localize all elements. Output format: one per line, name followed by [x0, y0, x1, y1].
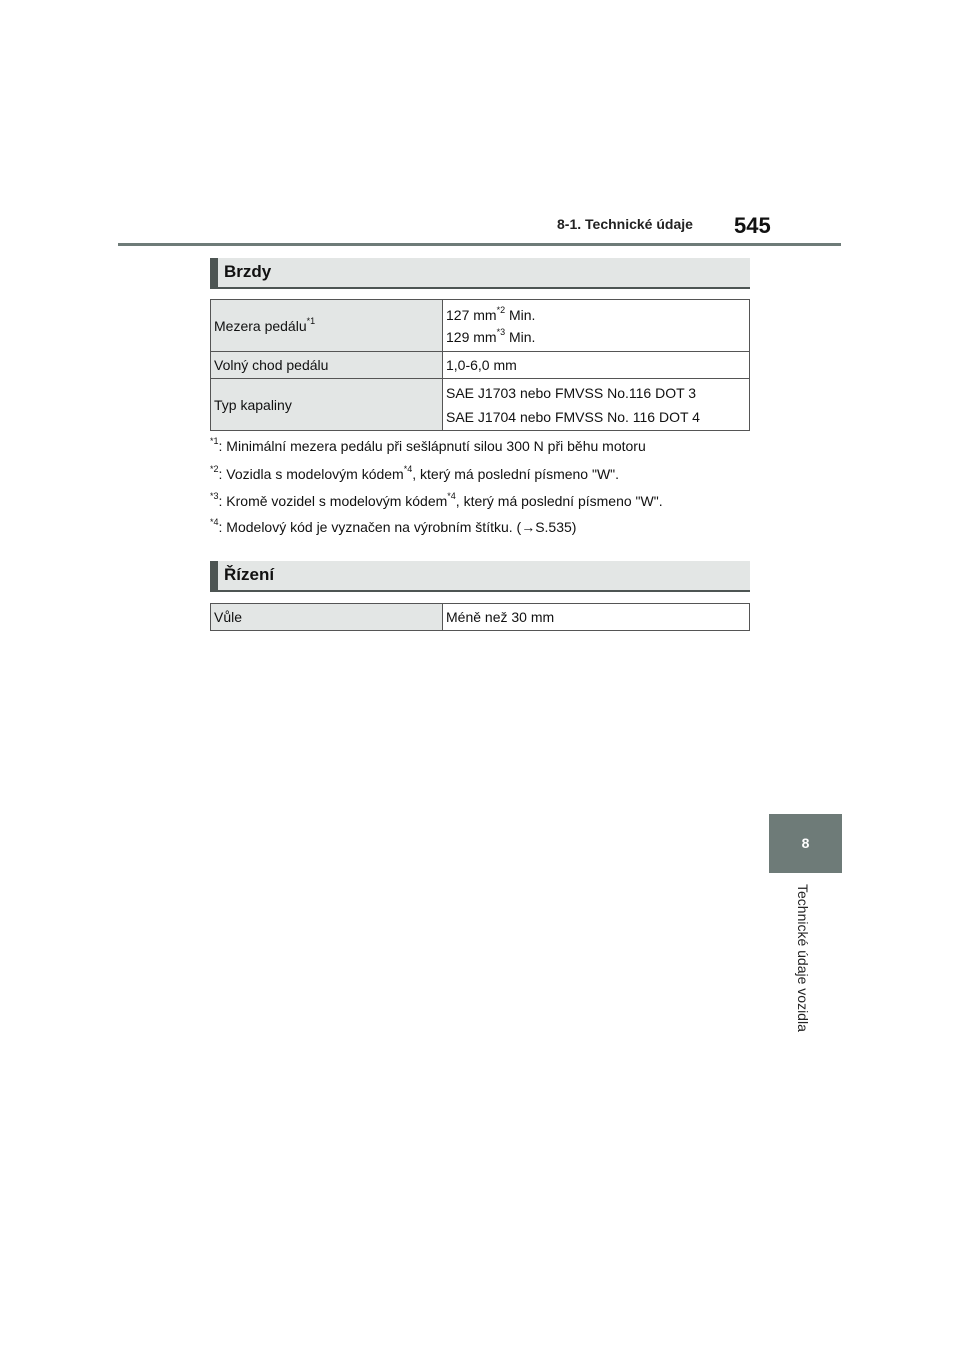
footnote-ref: *2 [496, 304, 506, 315]
footnote-text: : Kromě vozidel s modelovým kódem [218, 493, 448, 509]
steering-table [210, 603, 750, 631]
chapter-title: Technické údaje vozidla [795, 884, 811, 1032]
footnote-text: : Modelový kód je vyznačen na výrobním štítku. (→S.535) [218, 519, 577, 535]
table-value-cell: 1,0-6,0 mm [443, 352, 750, 379]
footnote [210, 438, 646, 454]
value-line [446, 304, 746, 323]
footnote-mark: *4 [210, 517, 219, 528]
table-label-cell: Volný chod pedálu [211, 352, 443, 379]
footnote [210, 493, 663, 509]
table-row [211, 379, 750, 431]
table-label-cell [211, 300, 443, 352]
value-line [446, 326, 746, 345]
page-number: 545 [734, 213, 771, 238]
value-line: SAE J1703 nebo FMVSS No.116 DOT 3 [446, 384, 697, 401]
section-heading-text: Brzdy [224, 262, 272, 281]
footnote-text: : Vozidla s modelovým kódem [218, 466, 404, 482]
header-divider [118, 243, 841, 246]
footnote-ref: *3 [496, 326, 506, 337]
table-label-cell: Vůle [211, 604, 443, 631]
section-heading-text: Řízení [224, 565, 275, 584]
section-bar [210, 258, 218, 287]
footnote-text: : Minimální mezera pedálu při sešlápnutí silou 300 N při běhu motoru [218, 438, 646, 454]
footnote [210, 466, 619, 482]
footnote-ref: *4 [447, 491, 456, 502]
chapter-tab: 8 [769, 814, 842, 873]
brakes-table [210, 299, 750, 431]
value-text: Min. [505, 306, 536, 323]
table-value-cell [443, 300, 750, 352]
footnote-text: , který má poslední písmeno "W". [412, 466, 620, 482]
table-value-cell [443, 379, 750, 431]
section-heading-steering [210, 561, 750, 592]
footnote-ref: *4 [403, 464, 413, 475]
table-label-cell: Typ kapaliny [211, 379, 443, 431]
table-row [211, 604, 750, 631]
table-row [211, 300, 750, 352]
table-value-cell: Méně než 30 mm [443, 604, 750, 631]
footnote [210, 519, 576, 535]
value-text: 127 mm [446, 306, 497, 323]
footnote-ref: *1 [306, 315, 316, 326]
row-label: Mezera pedálu [214, 317, 307, 334]
value-text: 129 mm [446, 328, 497, 345]
section-heading-brakes [210, 258, 750, 289]
footnote-mark: *2 [210, 464, 219, 475]
section-bar [210, 561, 218, 590]
footnote-mark: *1 [210, 436, 219, 447]
footnote-text: , který má poslední písmeno "W". [455, 493, 663, 509]
value-text: Min. [505, 328, 536, 345]
section-title: 8-1. Technické údaje [557, 216, 693, 232]
table-row [211, 352, 750, 379]
value-line: SAE J1704 nebo FMVSS No. 116 DOT 4 [446, 408, 700, 425]
footnote-mark: *3 [210, 491, 219, 502]
